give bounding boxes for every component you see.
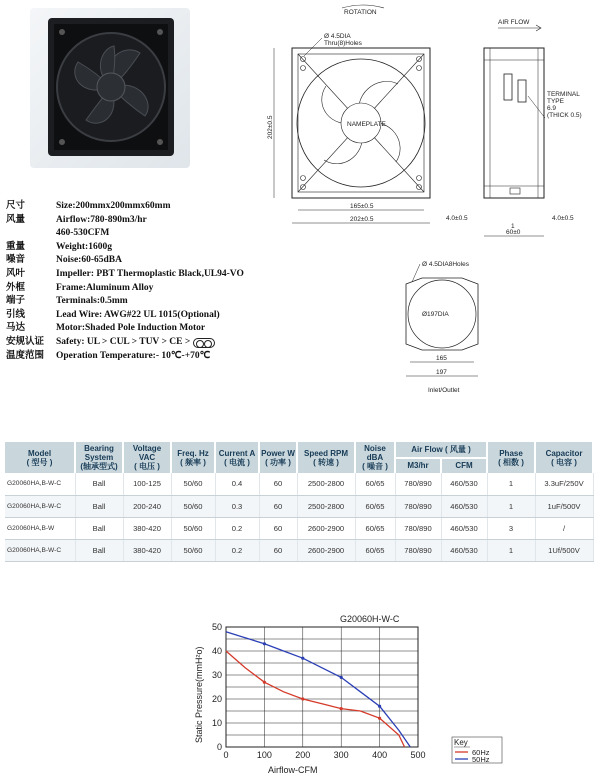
x-tick-label: 400 bbox=[372, 750, 388, 760]
series-line-50hz bbox=[226, 632, 410, 747]
x-tick-label: 300 bbox=[333, 750, 349, 760]
spec-weight: 重量 Weight:1600g bbox=[6, 241, 112, 252]
col-header-cfm: CFM bbox=[441, 458, 487, 474]
dim-height: 202±0.5 bbox=[267, 115, 274, 139]
col-header-m3hr: M3/hr bbox=[395, 458, 441, 474]
cell-cfm: 460/530 bbox=[441, 517, 487, 539]
spec-noise: 噪音 Noise:60-65dBA bbox=[6, 255, 122, 266]
cell-freq: 50/60 bbox=[171, 517, 215, 539]
cutout-197: 197 bbox=[436, 369, 447, 376]
cell-m3hr: 780/890 bbox=[395, 517, 441, 539]
cell-current: 0.2 bbox=[215, 539, 259, 561]
col-header-bearing: Bearing System (轴承型式) bbox=[75, 442, 123, 473]
col-header-phase: Phase ( 相数 ) bbox=[487, 442, 535, 473]
cell-voltage: 380-420 bbox=[123, 517, 171, 539]
cell-cfm: 460/530 bbox=[441, 495, 487, 517]
cutout-caption: Inlet/Outlet bbox=[428, 387, 460, 394]
cell-bearing: Ball bbox=[75, 539, 123, 561]
terminal-label-1: TERMINAL bbox=[547, 91, 580, 98]
cell-phase: 3 bbox=[487, 517, 535, 539]
cell-power: 60 bbox=[259, 495, 297, 517]
table-header-row bbox=[5, 442, 593, 458]
nameplate-label: NAMEPLATE bbox=[347, 121, 386, 128]
cell-power: 60 bbox=[259, 517, 297, 539]
col-header-capacitor: Capacitor ( 电容 ) bbox=[535, 442, 593, 473]
cell-model: G20060HA,B-W-C bbox=[5, 539, 75, 561]
dim-side-left: 4.0±0.5 bbox=[446, 215, 468, 222]
cell-phase: 1 bbox=[487, 539, 535, 561]
y-axis-label: Static Pressure(mmH²o) bbox=[194, 646, 204, 743]
cell-noise: 60/65 bbox=[355, 539, 395, 561]
side-view-drawing bbox=[420, 4, 600, 239]
legend-title: Key bbox=[454, 738, 468, 747]
chart-title: G20060H-W-C bbox=[340, 614, 400, 624]
series-point-60hz bbox=[263, 681, 266, 684]
legend-label-50hz: 50Hz bbox=[472, 755, 490, 764]
col-header-noise: Noise dBA ( 噪音 ) bbox=[355, 442, 395, 473]
spec-frame: 外框 Frame:Aluminum Alloy bbox=[6, 282, 154, 293]
performance-chart-svg bbox=[180, 605, 510, 780]
terminal-label-2: TYPE bbox=[547, 98, 564, 105]
series-point-50hz bbox=[263, 642, 266, 645]
rotation-label: ROTATION bbox=[344, 9, 377, 16]
series-point-60hz bbox=[378, 717, 381, 720]
dim-width-outer: 202±0.5 bbox=[350, 216, 374, 223]
spec-lead-wire: 引线 Lead Wire: AWG#22 UL 1015(Optional) bbox=[6, 309, 220, 320]
cell-bearing: Ball bbox=[75, 517, 123, 539]
spec-impeller: 风叶 Impeller: PBT Thermoplastic Black,UL94-VO bbox=[6, 268, 244, 279]
terminal-label-3: 6.9 bbox=[547, 105, 557, 112]
cell-power: 60 bbox=[259, 473, 297, 495]
cell-bearing: Ball bbox=[75, 495, 123, 517]
dim-width-inner: 165±0.5 bbox=[350, 203, 374, 210]
airflow-label: AIR FLOW bbox=[498, 19, 530, 26]
spec-airflow: 风量 Airflow:780-890m3/hr bbox=[6, 214, 147, 225]
series-point-50hz bbox=[378, 705, 381, 708]
cell-freq: 50/60 bbox=[171, 473, 215, 495]
cell-m3hr: 780/890 bbox=[395, 473, 441, 495]
y-tick-label: 20 bbox=[211, 694, 222, 704]
x-tick-label: 0 bbox=[223, 750, 229, 760]
spec-motor: 马达 Motor:Shaded Pole Induction Motor bbox=[6, 323, 206, 334]
series-point-60hz bbox=[301, 697, 304, 700]
cell-model: G20060HA,B-W-C bbox=[5, 495, 75, 517]
legend-label-60hz: 60Hz bbox=[472, 748, 490, 757]
cell-speed: 2500-2800 bbox=[297, 473, 355, 495]
series-point-60hz bbox=[340, 707, 343, 710]
cell-freq: 50/60 bbox=[171, 539, 215, 561]
cell-model: G20060HA,B-W bbox=[5, 517, 75, 539]
cutout-hole-label: Ø 4.5DIA8Holes bbox=[422, 261, 469, 268]
terminal-label-4: (THICK 0.5) bbox=[547, 112, 582, 119]
performance-chart bbox=[180, 605, 510, 780]
dim-depth: 60±0 bbox=[506, 229, 521, 236]
cell-cfm: 460/530 bbox=[441, 539, 487, 561]
y-tick-label: 30 bbox=[211, 670, 222, 680]
cell-phase: 1 bbox=[487, 473, 535, 495]
spec-terminals: 端子 Terminals:0.5mm bbox=[6, 296, 128, 307]
col-header-freq: Freq. Hz ( 频率 ) bbox=[171, 442, 215, 473]
ccc-certification-icon bbox=[193, 338, 215, 348]
cell-speed: 2600-2900 bbox=[297, 539, 355, 561]
cell-model: G20060HA,B-W-C bbox=[5, 473, 75, 495]
cell-current: 0.2 bbox=[215, 517, 259, 539]
cell-freq: 50/60 bbox=[171, 495, 215, 517]
table-row bbox=[5, 495, 593, 517]
cutout-dia-label: Ø197DIA bbox=[422, 311, 449, 318]
model-spec-table bbox=[5, 442, 593, 562]
dim-side-right: 4.0±0.5 bbox=[552, 215, 574, 222]
cell-capacitor: 3.3uF/250V bbox=[535, 473, 593, 495]
y-tick-label: 0 bbox=[216, 742, 222, 752]
table-row bbox=[5, 473, 593, 495]
x-tick-label: 500 bbox=[410, 750, 426, 760]
hole-label-2: Thru(8)Holes bbox=[324, 40, 362, 47]
cell-noise: 60/65 bbox=[355, 495, 395, 517]
cell-capacitor: 1Uf/500V bbox=[535, 539, 593, 561]
y-tick-label: 40 bbox=[211, 646, 222, 656]
col-header-model: Model ( 型号 ) bbox=[5, 442, 75, 473]
cell-capacitor: 1uF/500V bbox=[535, 495, 593, 517]
series-point-50hz bbox=[340, 676, 343, 679]
cell-bearing: Ball bbox=[75, 473, 123, 495]
col-header-airflow: Air Flow ( 风量 ) bbox=[395, 442, 487, 458]
hole-label-1: Ø 4.5DIA bbox=[324, 33, 351, 40]
col-header-current: Current A ( 电流 ) bbox=[215, 442, 259, 473]
col-header-speed: Speed RPM ( 转速 ) bbox=[297, 442, 355, 473]
cell-noise: 60/65 bbox=[355, 517, 395, 539]
cell-cfm: 460/530 bbox=[441, 473, 487, 495]
series-point-50hz bbox=[301, 657, 304, 660]
cell-voltage: 100-125 bbox=[123, 473, 171, 495]
col-header-voltage: Voltage VAC ( 电压 ) bbox=[123, 442, 171, 473]
cell-capacitor: / bbox=[535, 517, 593, 539]
y-tick-label: 10 bbox=[211, 718, 222, 728]
table-row bbox=[5, 517, 593, 539]
x-axis-label: Airflow-CFM bbox=[268, 765, 318, 775]
cell-m3hr: 780/890 bbox=[395, 539, 441, 561]
x-tick-label: 100 bbox=[256, 750, 272, 760]
cell-noise: 60/65 bbox=[355, 473, 395, 495]
cell-m3hr: 780/890 bbox=[395, 495, 441, 517]
cell-current: 0.4 bbox=[215, 473, 259, 495]
cell-power: 60 bbox=[259, 539, 297, 561]
col-header-power: Power W ( 功率 ) bbox=[259, 442, 297, 473]
spec-safety: 安规认证 Safety: UL > CUL > TUV > CE > bbox=[6, 336, 306, 350]
y-tick-label: 50 bbox=[211, 622, 222, 632]
cell-speed: 2500-2800 bbox=[297, 495, 355, 517]
spec-temperature: 温度范围 Operation Temperature:- 10℃-+70℃ bbox=[6, 350, 211, 361]
table-row bbox=[5, 539, 593, 561]
cell-phase: 1 bbox=[487, 495, 535, 517]
dim-depth-marker: 1 bbox=[511, 223, 515, 230]
cell-voltage: 200-240 bbox=[123, 495, 171, 517]
spec-size: 尺寸 Size:200mmx200mmx60mm bbox=[6, 201, 171, 211]
fan-product-photo bbox=[30, 8, 190, 168]
cell-voltage: 380-420 bbox=[123, 539, 171, 561]
cell-current: 0.3 bbox=[215, 495, 259, 517]
spec-airflow-cfm: 460-530CFM bbox=[56, 228, 110, 239]
cell-speed: 2600-2900 bbox=[297, 517, 355, 539]
x-tick-label: 200 bbox=[295, 750, 311, 760]
cutout-165: 165 bbox=[436, 355, 447, 362]
cutout-drawing bbox=[392, 256, 512, 396]
chart-legend bbox=[452, 737, 502, 764]
spec-list bbox=[6, 200, 306, 363]
